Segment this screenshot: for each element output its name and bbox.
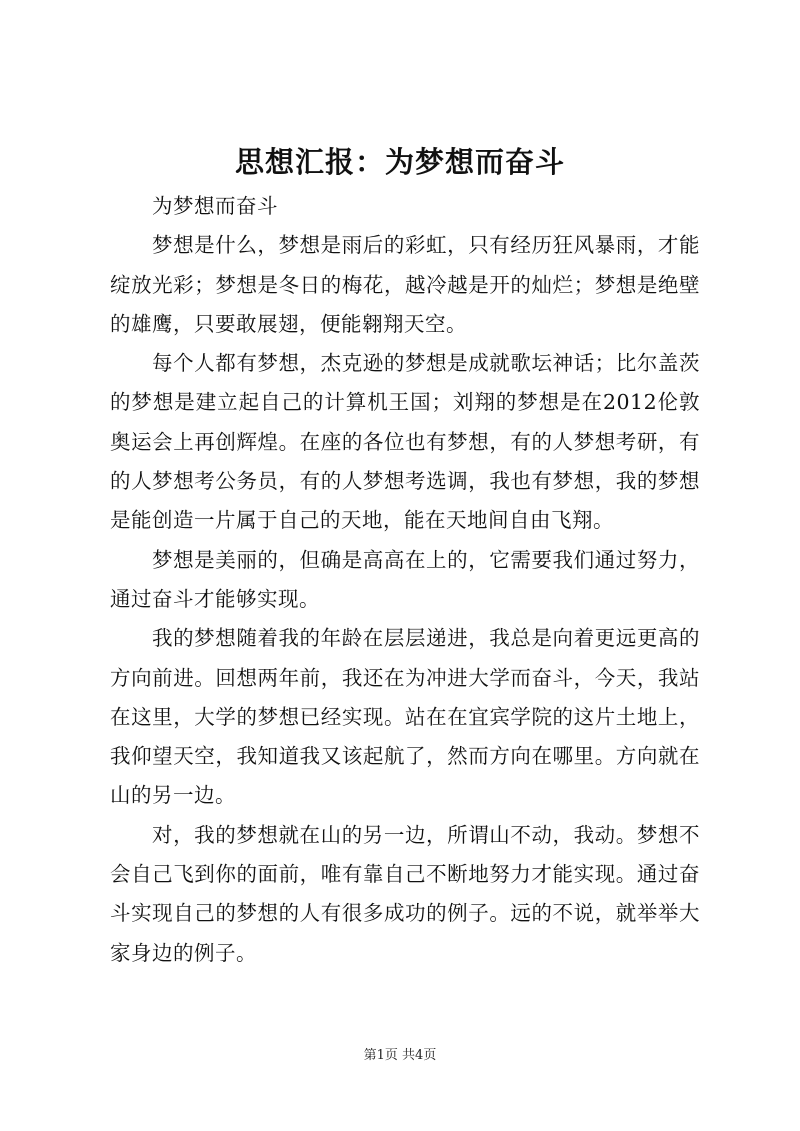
document-body [110,187,700,973]
paragraph-subtitle: 为梦想而奋斗 [152,194,278,218]
paragraph: 梦想是美丽的，但确是高高在上的，它需要我们通过努力，通过奋斗才能够实现。 [110,547,700,611]
document-title: 思想汇报：为梦想而奋斗 [234,145,565,179]
paragraph: 梦想是什么，梦想是雨后的彩虹，只有经历狂风暴雨，才能绽放光彩；梦想是冬日的梅花，越冷越是开的灿烂；梦想是绝壁的雄鹰，只要敢展翅，便能翱翔天空。 [110,233,700,336]
paragraph: 每个人都有梦想，杰克逊的梦想是成就歌坛神话；比尔盖茨的梦想是建立起自己的计算机王国；刘翔的梦想是在2012伦敦奥运会上再创辉煌。在座的各位也有梦想，有的人梦想考研，有的人梦想考公务员，有的人梦想考选调，我也有梦想，我的梦想是能创造一片属于自己的天地，能在天地间自由飞翔。 [110,351,700,533]
paragraph: 对，我的梦想就在山的另一边，所谓山不动，我动。梦想不会自己飞到你的面前，唯有靠自己不断地努力才能实现。通过奋斗实现自己的梦想的人有很多成功的例子。远的不说，就举举大家身边的例子。 [110,822,700,965]
paragraph: 我的梦想随着我的年龄在层层递进，我总是向着更远更高的方向前进。回想两年前，我还在为冲进大学而奋斗，今天，我站在这里，大学的梦想已经实现。站在在宜宾学院的这片土地上，我仰望天空，我知道我又该起航了，然而方向在哪里。方向就在山的另一边。 [110,626,700,808]
page-number-footer: 第1页 共4页 [363,1048,437,1063]
